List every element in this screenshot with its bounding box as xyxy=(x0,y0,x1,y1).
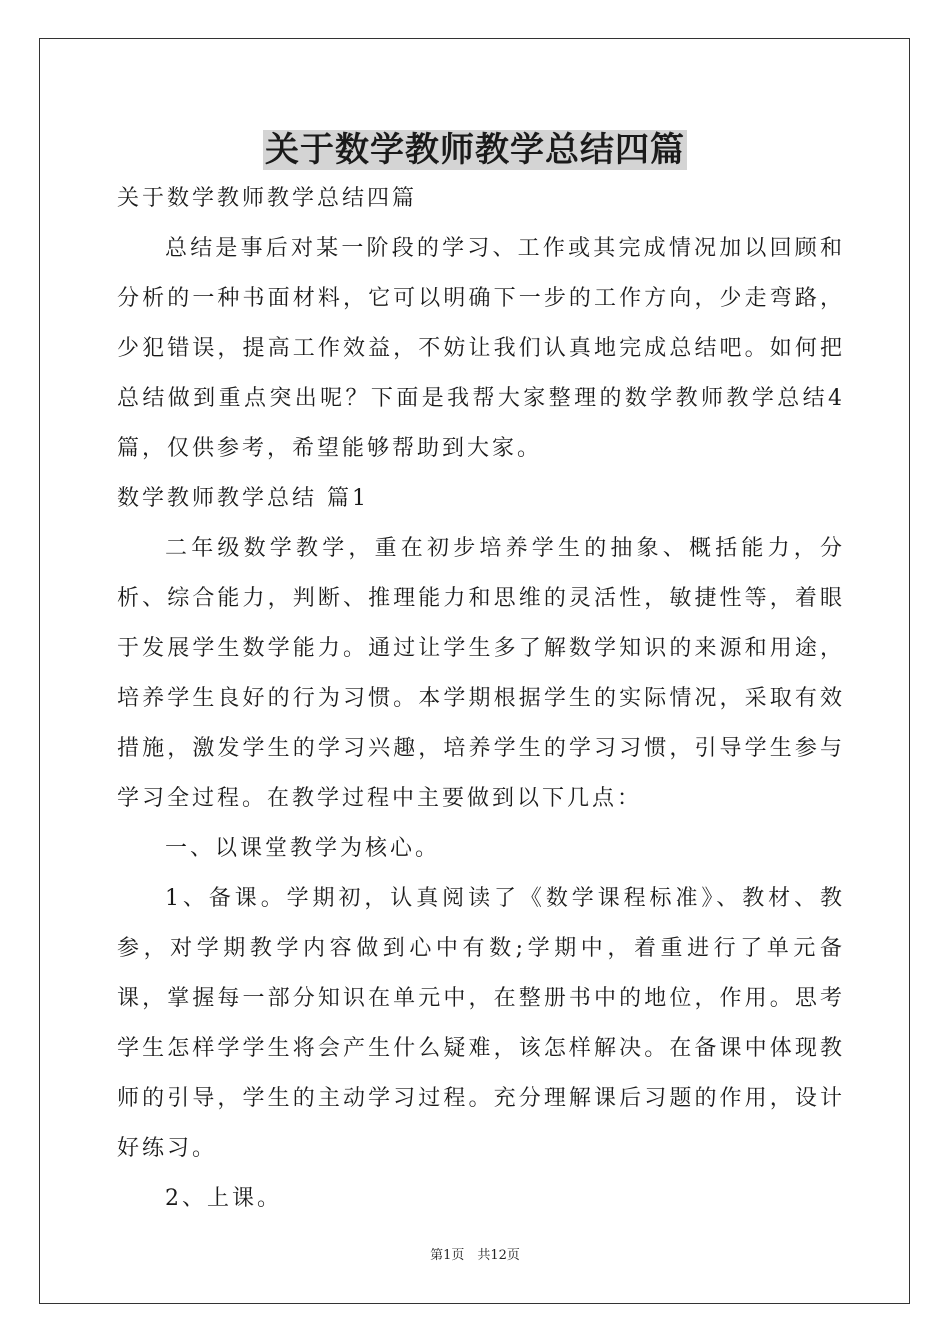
body-paragraph: 二年级数学教学，重在初步培养学生的抽象、概括能力，分析、综合能力，判断、推理能力和思维的灵活性，敏捷性等，着眼于发展学生数学能力。通过让学生多了解数学知识的来源和用途，培养学生良好的行为习惯。本学期根据学生的实际情况，采取有效措施，激发学生的学习兴趣，培养学生的学习习惯，引导学生参与学习全过程。在教学过程中主要做到以下几点： xyxy=(117,536,845,811)
document-title-text: 关于数学教师教学总结四篇 xyxy=(265,130,685,170)
document-title xyxy=(0,124,950,176)
document-body xyxy=(117,174,845,1224)
subtitle-line: 关于数学教师教学总结四篇 xyxy=(117,186,418,211)
page-footer: 第1页 共12页 xyxy=(430,1248,520,1263)
list-item: 1、备课。学期初，认真阅读了《数学课程标准》、教材、教参，对学期教学内容做到心中有数;学期中，着重进行了单元备课，掌握每一部分知识在单元中，在整册书中的地位，作用。思考学生怎样学学生将会产生什么疑难，该怎样解决。在备课中体现教师的引导，学生的主动学习过程。充分理解课后习题的作用，设计好练习。 xyxy=(117,886,845,1161)
section-heading: 数学教师教学总结 篇1 xyxy=(117,486,369,511)
list-item: 2、上课。 xyxy=(165,1186,282,1211)
list-heading: 一、以课堂教学为核心。 xyxy=(165,836,441,861)
intro-paragraph: 总结是事后对某一阶段的学习、工作或其完成情况加以回顾和分析的一种书面材料，它可以明确下一步的工作方向，少走弯路，少犯错误，提高工作效益，不妨让我们认真地完成总结吧。如何把总结做到重点突出呢？下面是我帮大家整理的数学教师教学总结4篇，仅供参考，希望能够帮助到大家。 xyxy=(117,236,845,461)
